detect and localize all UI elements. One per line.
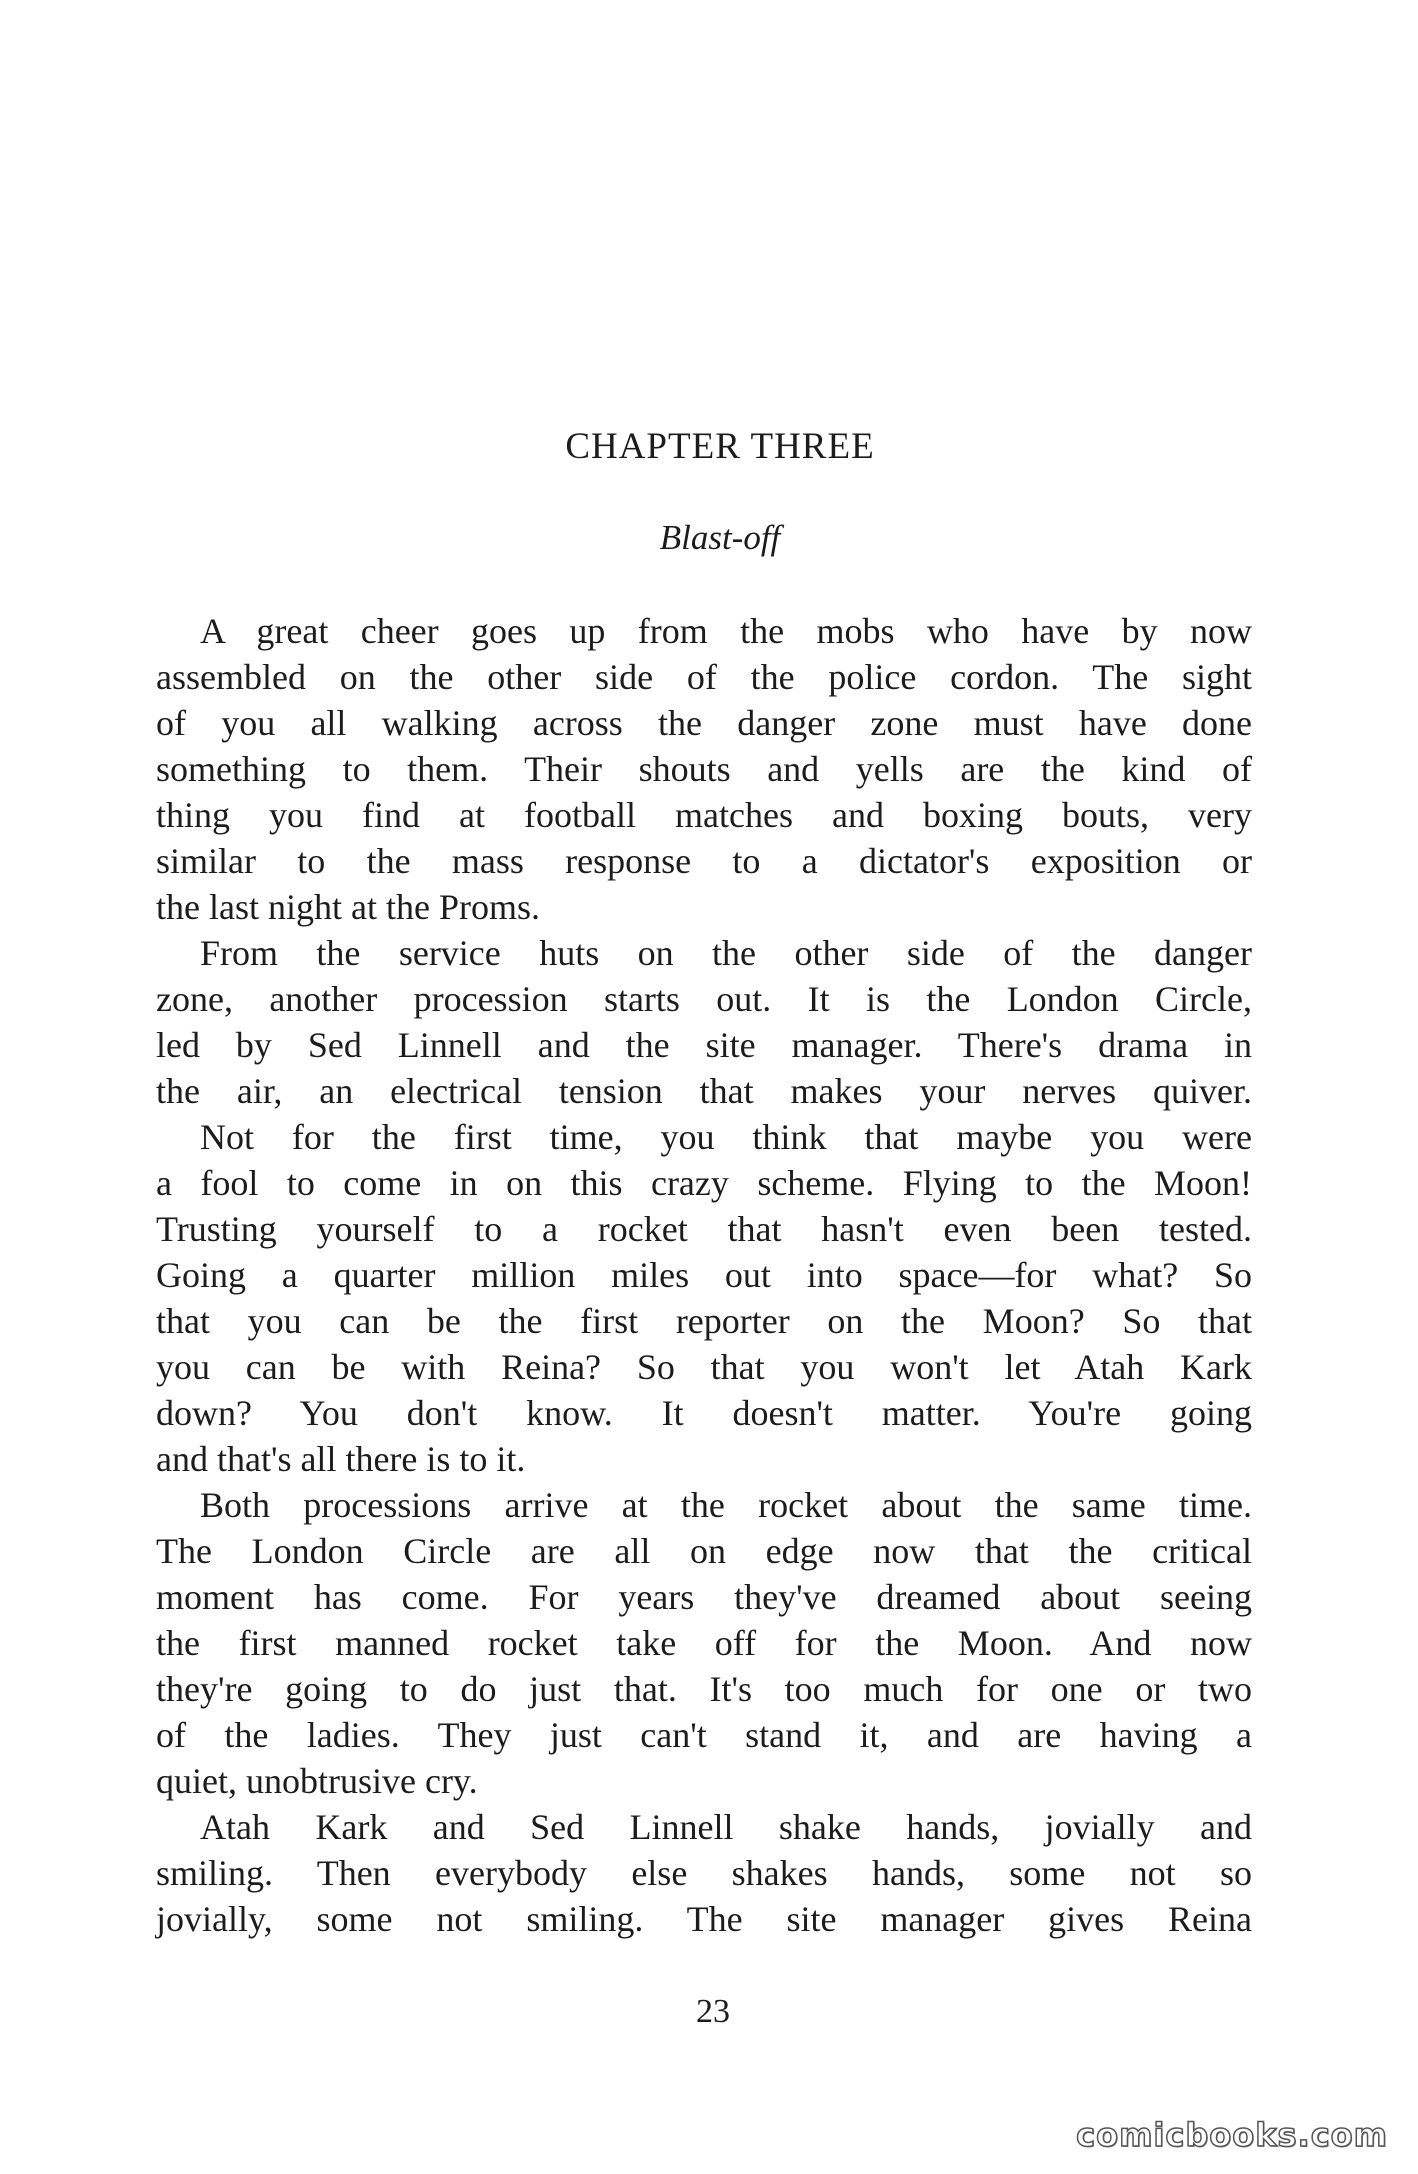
watermark-logo: comicbooks.com <box>1076 2116 1388 2154</box>
text-line: zone, another procession starts out. It is the London Circle, <box>156 979 1252 1019</box>
text-line: the first manned rocket take off for the Moon. And now <box>156 1623 1252 1663</box>
paragraph <box>156 1114 1252 1482</box>
text-line: you can be with Reina? So that you won't let Atah Kark <box>156 1347 1252 1387</box>
text-line: A great cheer goes up from the mobs who have by now <box>200 611 1252 651</box>
text-line: Atah Kark and Sed Linnell shake hands, jovially and <box>200 1807 1252 1847</box>
text-line: Not for the first time, you think that maybe you were <box>200 1117 1252 1157</box>
text-line: and that's all there is to it. <box>156 1439 526 1479</box>
text-line: similar to the mass response to a dictator's exposition or <box>156 841 1252 881</box>
body-text <box>156 608 1252 1942</box>
chapter-subtitle: Blast-off <box>659 518 781 557</box>
text-line: Trusting yourself to a rocket that hasn't even been tested. <box>156 1209 1252 1249</box>
text-line: down? You don't know. It doesn't matter. You're going <box>156 1393 1252 1433</box>
text-line: the air, an electrical tension that makes your nerves quiver. <box>156 1071 1252 1111</box>
paragraph <box>156 1482 1252 1804</box>
text-line: Going a quarter million miles out into space—for what? So <box>156 1255 1252 1295</box>
text-line: smiling. Then everybody else shakes hands, some not so <box>156 1853 1252 1893</box>
paragraph <box>156 1804 1252 1942</box>
text-line: Both processions arrive at the rocket about the same time. <box>200 1485 1252 1525</box>
text-line: of the ladies. They just can't stand it, and are having a <box>156 1715 1252 1755</box>
text-line: The London Circle are all on edge now that the critical <box>156 1531 1252 1571</box>
text-line: thing you find at football matches and boxing bouts, very <box>156 795 1252 835</box>
text-line: led by Sed Linnell and the site manager. There's drama in <box>156 1025 1252 1065</box>
text-line: that you can be the first reporter on the Moon? So that <box>156 1301 1252 1341</box>
text-line: they're going to do just that. It's too much for one or two <box>156 1669 1252 1709</box>
text-line: something to them. Their shouts and yells are the kind of <box>156 749 1252 789</box>
text-line: From the service huts on the other side of the danger <box>200 933 1252 973</box>
text-line: a fool to come in on this crazy scheme. Flying to the Moon! <box>156 1163 1252 1203</box>
text-line: assembled on the other side of the police cordon. The sight <box>156 657 1252 697</box>
chapter-heading: CHAPTER THREE <box>565 426 875 467</box>
text-line: moment has come. For years they've dreamed about seeing <box>156 1577 1252 1617</box>
text-line: the last night at the Proms. <box>156 887 540 927</box>
page-number: 23 <box>696 1993 730 2030</box>
text-line: jovially, some not smiling. The site manager gives Reina <box>156 1899 1252 1939</box>
text-line: of you all walking across the danger zone must have done <box>156 703 1252 743</box>
text-line: quiet, unobtrusive cry. <box>156 1761 478 1801</box>
paragraph <box>156 608 1252 930</box>
paragraph <box>156 930 1252 1114</box>
